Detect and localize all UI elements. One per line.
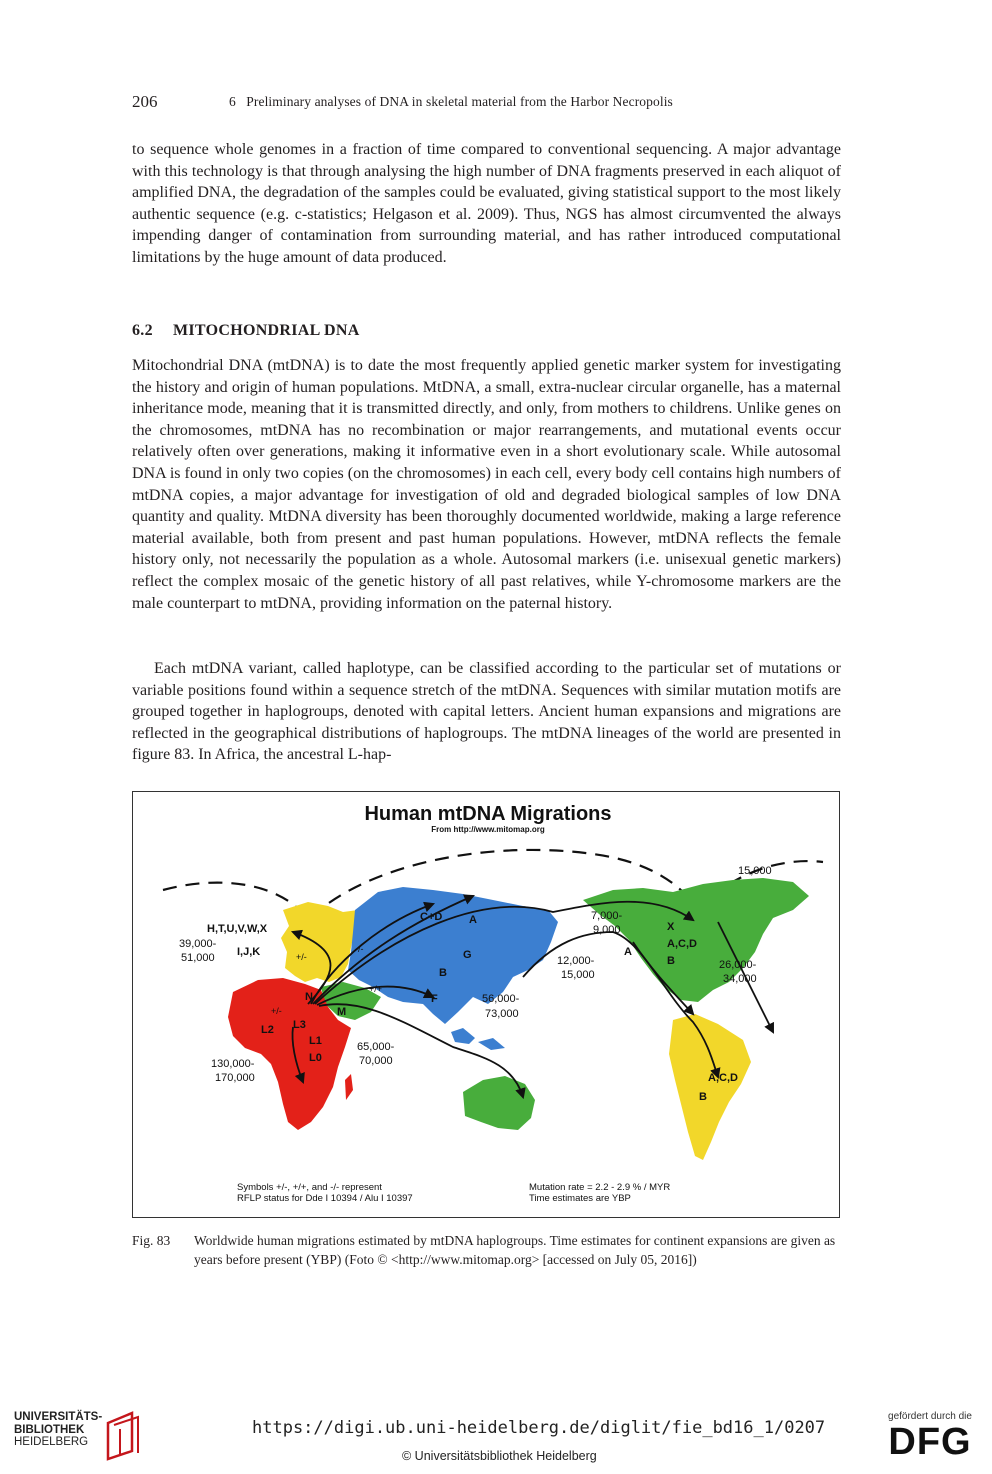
label-130000: 130,000- bbox=[211, 1058, 255, 1070]
se-asia-islands bbox=[451, 1028, 505, 1050]
label-l1: L1 bbox=[309, 1035, 322, 1047]
europe-region bbox=[281, 902, 358, 982]
paragraph-text: Each mtDNA variant, called haplotype, can be classified according to the particular set of mutations or variable positions found within a sequence stretch of the mtDNA. Sequences with similar mutation motifs are grouped together in haplogroups, denoted with capital letters. Ancient human expansions and migrations are reflected in the geographical distributions of haplogroups. The mtDNA lineages of the world are presented in figure 83. In Africa, the ancestral L-hap- bbox=[132, 660, 841, 764]
note-right-1: Mutation rate = 2.2 - 2.9 % / MYR bbox=[529, 1182, 671, 1193]
running-head: 6 Preliminary analyses of DNA in skeletal material from the Harbor Necropolis bbox=[229, 94, 673, 109]
migration-map bbox=[133, 792, 839, 1217]
figure-83 bbox=[132, 791, 840, 1218]
note-left-1: Symbols +/-, +/+, and -/- represent bbox=[237, 1182, 382, 1193]
label-l2: L2 bbox=[261, 1024, 274, 1036]
body-paragraph-3 bbox=[132, 658, 841, 766]
paragraph-text: to sequence whole genomes in a fraction of time compared to conventional sequencing. A major advantage with this technology is that through analysing the high number of DNA fragments preserved in each aliquot of amplified DNA, the degradation of the samples could be evaluated, giving statistical support to the most likely authentic sequence (e.g. c-statistics; Helgason et al. 2009). Thus, NGS has almost circumvented the always impending danger of contamination from surrounding material, and has rather introduced computational limitations by the huge amount of data produced. bbox=[132, 141, 841, 266]
body-paragraph-2 bbox=[132, 355, 841, 614]
label-39000: 39,000- bbox=[179, 938, 217, 950]
label-acd-sa: A,C,D bbox=[708, 1072, 738, 1084]
footer-copyright: © Universitätsbibliothek Heidelberg bbox=[402, 1449, 597, 1463]
library-line-2: BIBLIOTHEK bbox=[14, 1423, 85, 1436]
label-pm-europe: +/- bbox=[296, 952, 307, 962]
section-heading bbox=[132, 322, 360, 340]
label-htuvwx: H,T,U,V,W,X bbox=[207, 923, 268, 935]
label-pp: +/+ bbox=[369, 984, 383, 994]
library-line-3: HEIDELBERG bbox=[14, 1436, 89, 1448]
library-emblem-icon bbox=[102, 1411, 146, 1461]
body-paragraph-1 bbox=[132, 139, 841, 269]
label-73000: 73,000 bbox=[485, 1008, 519, 1020]
label-x: X bbox=[667, 921, 675, 933]
library-logo bbox=[14, 1411, 144, 1463]
label-b-na: B bbox=[667, 955, 675, 967]
library-line-1: UNIVERSITÄTS- bbox=[14, 1411, 103, 1423]
label-a-asia: A bbox=[469, 914, 477, 926]
label-mm: -/- bbox=[355, 944, 364, 954]
label-70000: 70,000 bbox=[359, 1055, 393, 1067]
dfg-logo: DFG bbox=[888, 1421, 972, 1463]
label-pm-africa: +/- bbox=[271, 1006, 282, 1016]
funded-by-text: gefördert durch die bbox=[888, 1411, 972, 1422]
label-7000: 7,000- bbox=[591, 910, 623, 922]
label-g: G bbox=[463, 949, 472, 961]
label-34000: 34,000 bbox=[723, 973, 757, 985]
label-b-asia: B bbox=[439, 967, 447, 979]
australia-region bbox=[463, 1076, 535, 1130]
figure-caption bbox=[132, 1231, 842, 1269]
caption-text: Worldwide human migrations estimated by mtDNA haplogroups. Time estimates for continent expansions are given as years before present (YBP) (Foto © <http://www.mitomap.org> [accessed on July 05, 2016]) bbox=[194, 1233, 836, 1267]
label-l0: L0 bbox=[309, 1052, 322, 1064]
funder-logo bbox=[880, 1411, 980, 1462]
madagascar bbox=[345, 1074, 353, 1100]
note-right-2: Time estimates are YBP bbox=[529, 1193, 631, 1204]
paragraph-text: Mitochondrial DNA (mtDNA) is to date the most frequently applied genetic marker system for investigating the history and origin of human populations. MtDNA, a small, extra-nuclear circular organelle, has a maternal inheritance mode, meaning that it is transmitted directly, and only, from mothers to childrens. Unlike genes on the chromosomes, mtDNA has no recombination or major rearrangements, and mutational events occur relatively often over generations, making it informative even in a short evolutionary scale. While autosomal DNA is found in only two copies (on the chromosomes) in each cell, every body cell contains high numbers of mtDNA copies, a major advantage for investigation of old and degraded biological samples of low DNA quantity and quality. MtDNA diversity has been thoroughly documented worldwide, making a large reference material available, both from present and past human populations. However, mtDNA reflects the female history only, not necessarily the population as a whole. Autosomal markers (i.e. unisexual genetic markers) reflect the complex mosaic of the genetic history of all past relatives, while Y-chromosome markers are the male counterpart to mtDNA, providing information on the paternal history. bbox=[132, 357, 841, 612]
label-m: M bbox=[337, 1006, 347, 1018]
label-b-sa: B bbox=[699, 1091, 707, 1103]
page-header bbox=[132, 92, 842, 114]
label-9000: 9,000 bbox=[593, 924, 621, 936]
label-12000: 12,000- bbox=[557, 955, 595, 967]
label-15000: 15,000 bbox=[738, 865, 772, 877]
label-65000: 65,000- bbox=[357, 1041, 395, 1053]
label-56000: 56,000- bbox=[482, 993, 520, 1005]
label-cd: C+D bbox=[420, 911, 443, 923]
south-america-region bbox=[669, 1014, 751, 1160]
section-number: 6.2 bbox=[132, 322, 153, 339]
figure-title: Human mtDNA Migrations bbox=[364, 803, 612, 825]
label-acd-na: A,C,D bbox=[667, 938, 697, 950]
label-ijk: I,J,K bbox=[237, 946, 261, 958]
label-15000-b: 15,000 bbox=[561, 969, 595, 981]
caption-label: Fig. 83 bbox=[132, 1233, 171, 1248]
figure-notes bbox=[237, 1182, 670, 1204]
label-f: F bbox=[431, 993, 438, 1005]
label-l3: L3 bbox=[293, 1019, 306, 1031]
label-n: N bbox=[305, 991, 313, 1003]
note-left-2: RFLP status for Dde I 10394 / Alu I 10397 bbox=[237, 1193, 413, 1204]
page-number: 206 bbox=[132, 92, 158, 111]
label-51000: 51,000 bbox=[181, 952, 215, 964]
figure-source: From http://www.mitomap.org bbox=[431, 825, 545, 834]
label-26000: 26,000- bbox=[719, 959, 757, 971]
label-a-beringia: A bbox=[624, 946, 632, 958]
label-170000: 170,000 bbox=[215, 1072, 255, 1084]
section-title: MITOCHONDRIAL DNA bbox=[173, 322, 360, 339]
footer-url[interactable]: https://digi.ub.uni-heidelberg.de/diglit/fie_bd16_1/0207 bbox=[252, 1418, 826, 1438]
